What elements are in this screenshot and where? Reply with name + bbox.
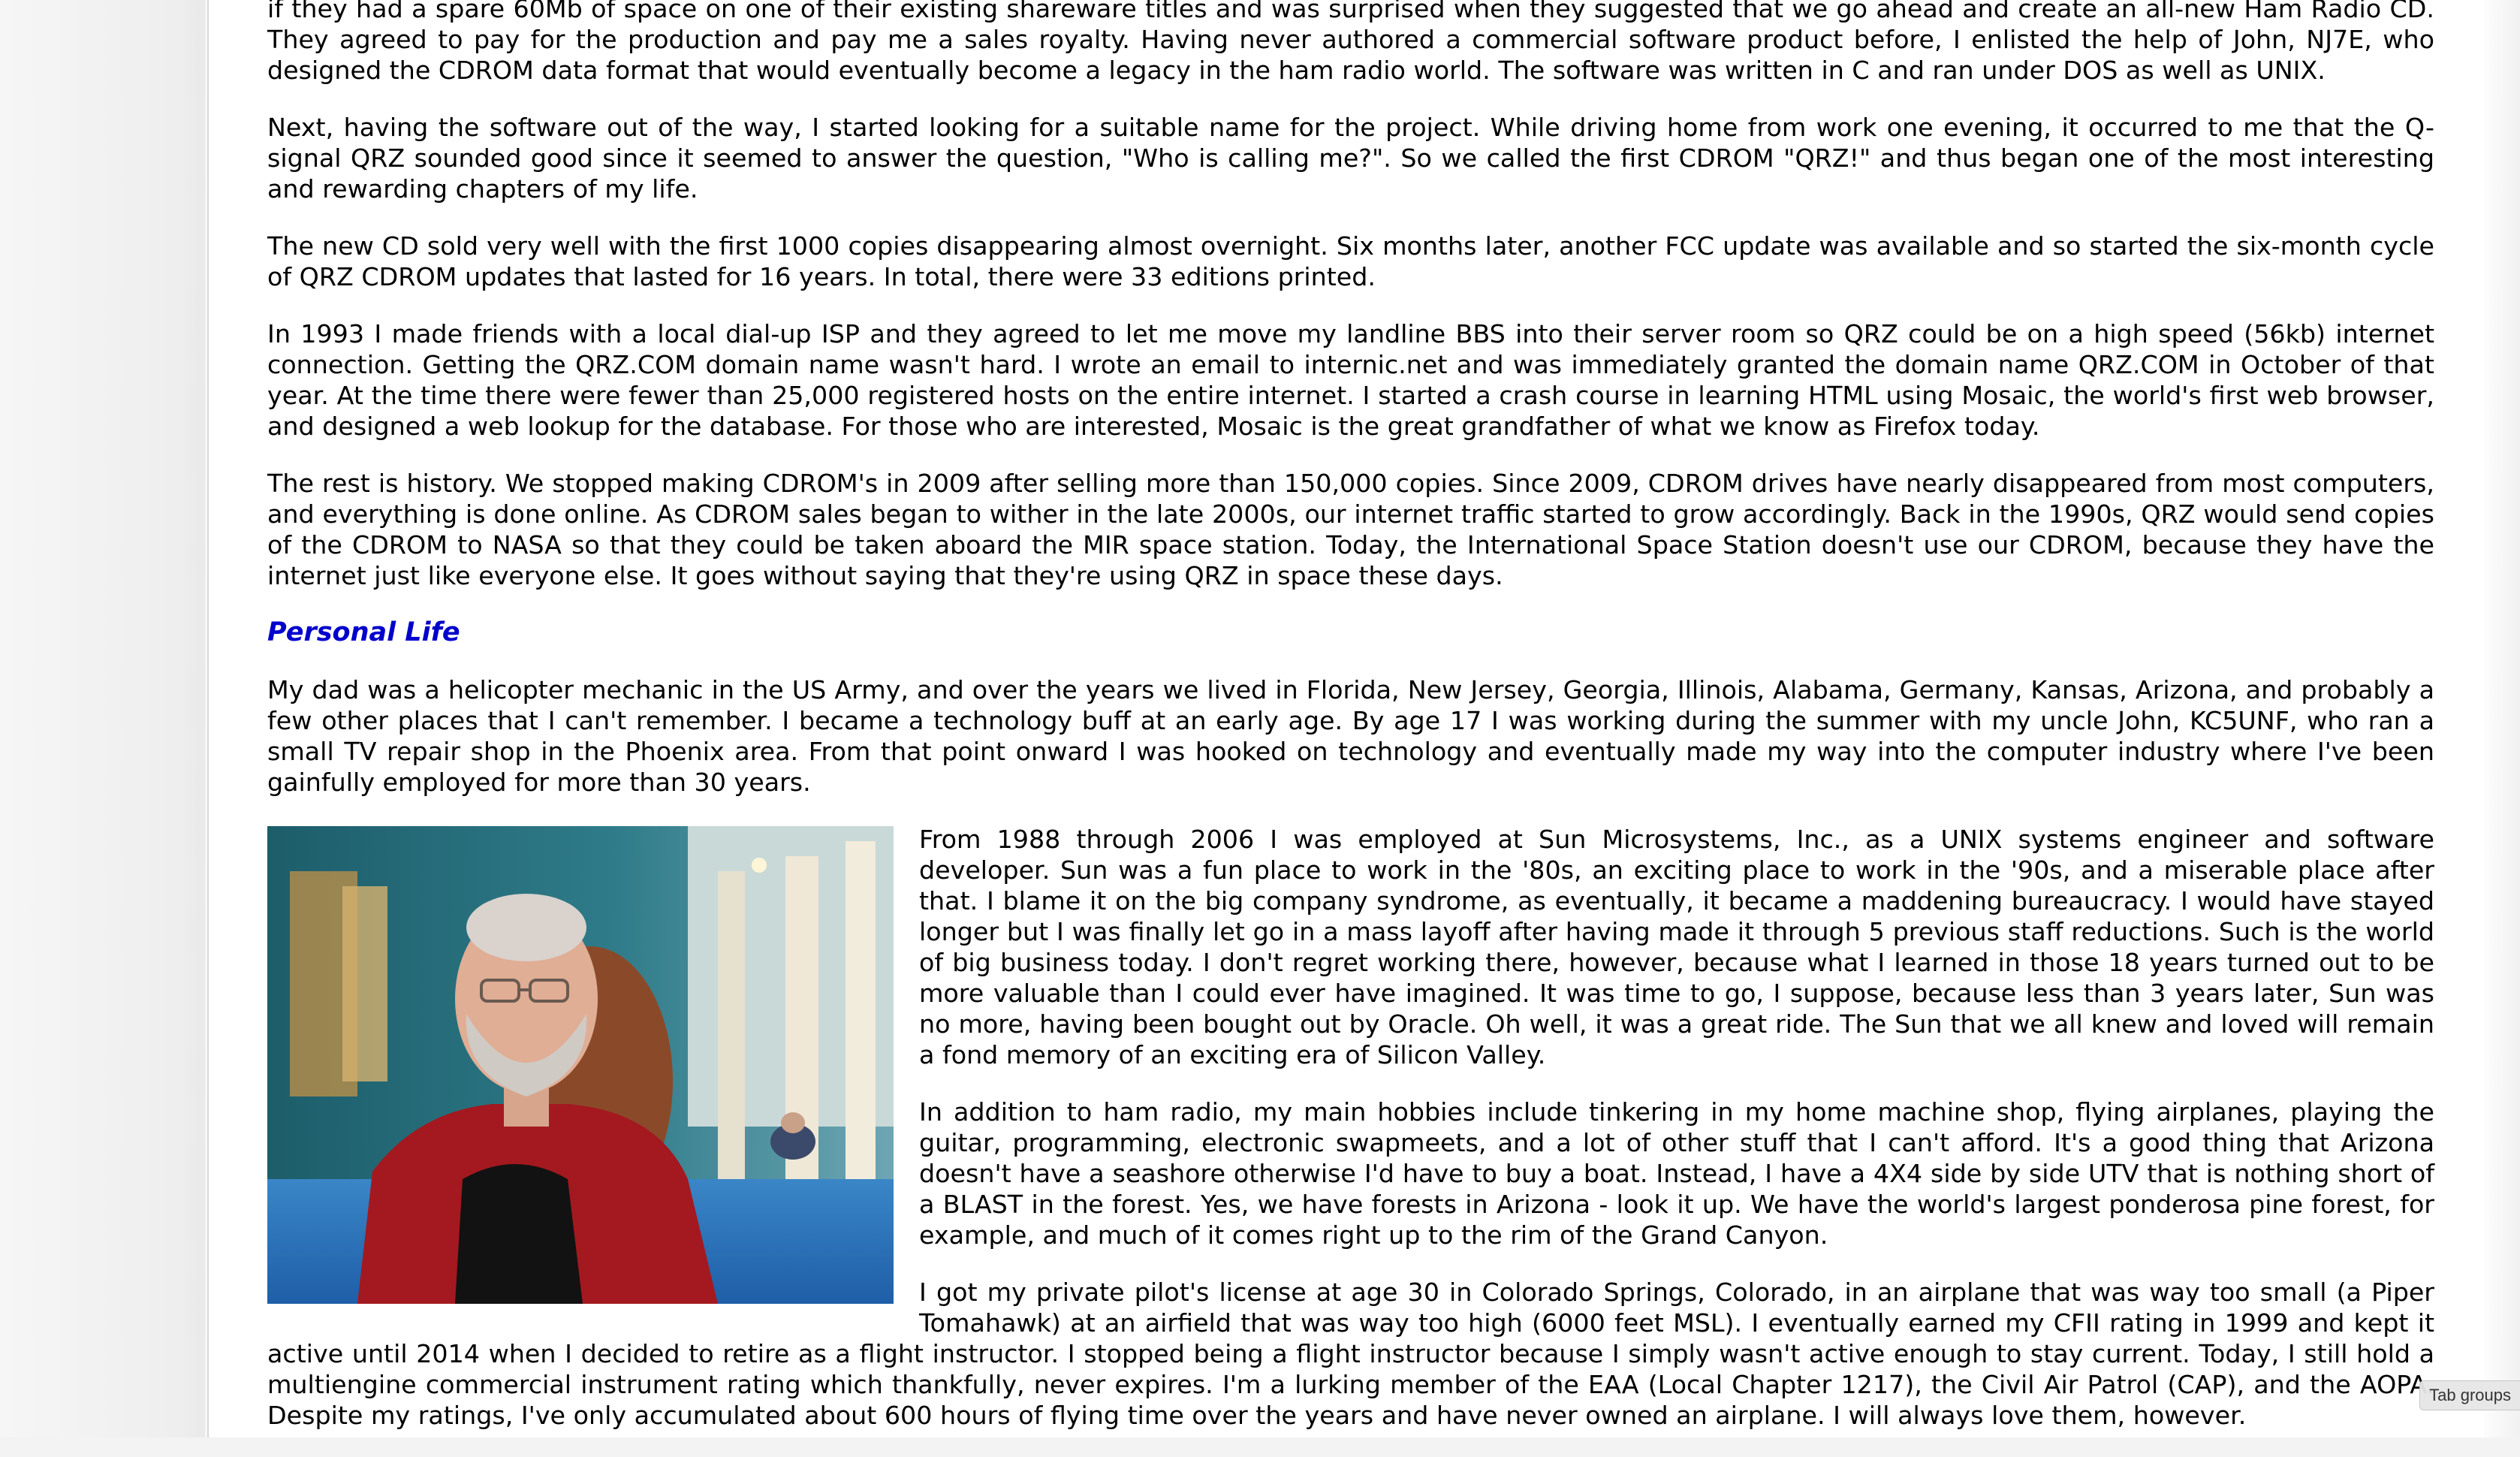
author-photo [267, 826, 894, 1304]
paragraph-pilot: I got my private pilot's license at age 30 in Colorado Springs, Colorado, in an airplane that was way too small (a Piper Tomahawk) at an airfield that was way too high (6000 feet MSL). I eventually earned my CFII rating in 1999 and kept it active until 2014 when I decided to retire as a flight instructor. I stopped being a flight instructor because I simply wasn't active enough to stay current. Today, I still hold a multiengine commercial instrument rating which thankfully, never expires. I'm a lurking member of the EAA (Local Chapter 1217), the Civil Air Patrol (CAP), and the AOPA. Despite my ratings, I've only accumulated about 600 hours of flying time over the years and have never owned an airplane. I will always love them, however. [267, 1277, 2434, 1431]
paragraph-sun-microsystems: From 1988 through 2006 I was employed at Sun Microsystems, Inc., as a UNIX systems engineer and software developer. Sun was a fun place to work in the '80s, an exciting place to work in the '90s, and a miserable place after that. I blame it on the big company syndrome, as eventually, it became a maddening bureaucracy. I would have stayed longer but I was finally let go in a mass layoff after having made it through 5 previous staff reductions. Such is the world of big business today. I don't regret working there, however, because what I learned in those 18 years turned out to be more valuable than I could ever have imagined. It was time to go, I suppose, because less than 3 years later, Sun was no more, having been bought out by Oracle. Oh well, it was a great ride. The Sun that we all knew and loved will remain a fond memory of an exciting era of Silicon Valley. [267, 824, 2434, 1070]
paragraph-cd-origin: if they had a spare 60Mb of space on one of their existing shareware titles and was surprised when they suggested that we go ahead and create an all-new Ham Radio CD. They agreed to pay for the production and pay me a sales royalty. Having never authored a commercial software product before, I enlisted the help of John, NJ7E, who designed the CDROM data format that would eventually become a legacy in the ham radio world. The software was written in C and ran under DOS as well as UNIX. [267, 0, 2434, 86]
article-body [267, 0, 2434, 1457]
author-photo-graphic [267, 826, 894, 1304]
paragraph-hobbies: In addition to ham radio, my main hobbies include tinkering in my home machine shop, flying airplanes, playing the guitar, programming, electronic swapmeets, and a lot of other stuff that I can't afford. It's a good thing that Arizona doesn't have a seashore otherwise I'd have to buy a boat. Instead, I have a 4X4 side by side UTV that is nothing short of a BLAST in the forest. Yes, we have forests in Arizona - look it up. We have the world's largest ponderosa pine forest, for example, and much of it comes right up to the rim of the Grand Canyon. [267, 1097, 2434, 1250]
section-heading-personal-life: Personal Life [267, 617, 2434, 648]
tab-groups-button[interactable]: Tab groups [2419, 1380, 2520, 1410]
paragraph-dad: My dad was a helicopter mechanic in the US Army, and over the years we lived in Florida, New Jersey, Georgia, Illinois, Alabama, Germany, Kansas, Arizona, and probably a few other places that I can't remember. I became a technology buff at an early age. By age 17 I was working during the summer with my uncle John, KC5UNF, who ran a small TV repair shop in the Phoenix area. From that point onward I was hooked on technology and eventually made my way into the computer industry where I've been gainfully employed for more than 30 years. [267, 674, 2434, 798]
paragraph-qrz-name: Next, having the software out of the way, I started looking for a suitable name for the project. While driving home from work one evening, it occurred to me that the Q-signal QRZ sounded good since it seemed to answer the question, "Who is calling me?". So we called the first CDROM "QRZ!" and thus began one of the most interesting and rewarding chapters of my life. [267, 112, 2434, 204]
paragraph-cd-sales: The new CD sold very well with the first 1000 copies disappearing almost overnight. Six months later, another FCC update was available and so started the six-month cycle of QRZ CDROM updates that lasted for 16 years. In total, there were 33 editions printed. [267, 231, 2434, 292]
paragraph-qrz-com-domain: In 1993 I made friends with a local dial-up ISP and they agreed to let me move my landline BBS into their server room so QRZ could be on a high speed (56kb) internet connection. Getting the QRZ.COM domain name wasn't hard. I wrote an email to internic.net and was immediately granted the domain name QRZ.COM in October of that year. At the time there were fewer than 25,000 registered hosts on the entire internet. I started a crash course in learning HTML using Mosaic, the world's first web browser, and designed a web lookup for the database. For those who are interested, Mosaic is the great grandfather of what we know as Firefox today. [267, 318, 2434, 442]
paragraph-history: The rest is history. We stopped making CDROM's in 2009 after selling more than 150,000 copies. Since 2009, CDROM drives have nearly disappeared from most computers, and everything is done online. As CDROM sales began to wither in the late 2000s, our internet traffic started to grow accordingly. Back in the 1990s, QRZ would send copies of the CDROM to NASA so that they could be taken aboard the MIR space station. Today, the International Space Station doesn't use our CDROM, because they have the internet just like everyone else. It goes without saying that they're using QRZ in space these days. [267, 468, 2434, 591]
